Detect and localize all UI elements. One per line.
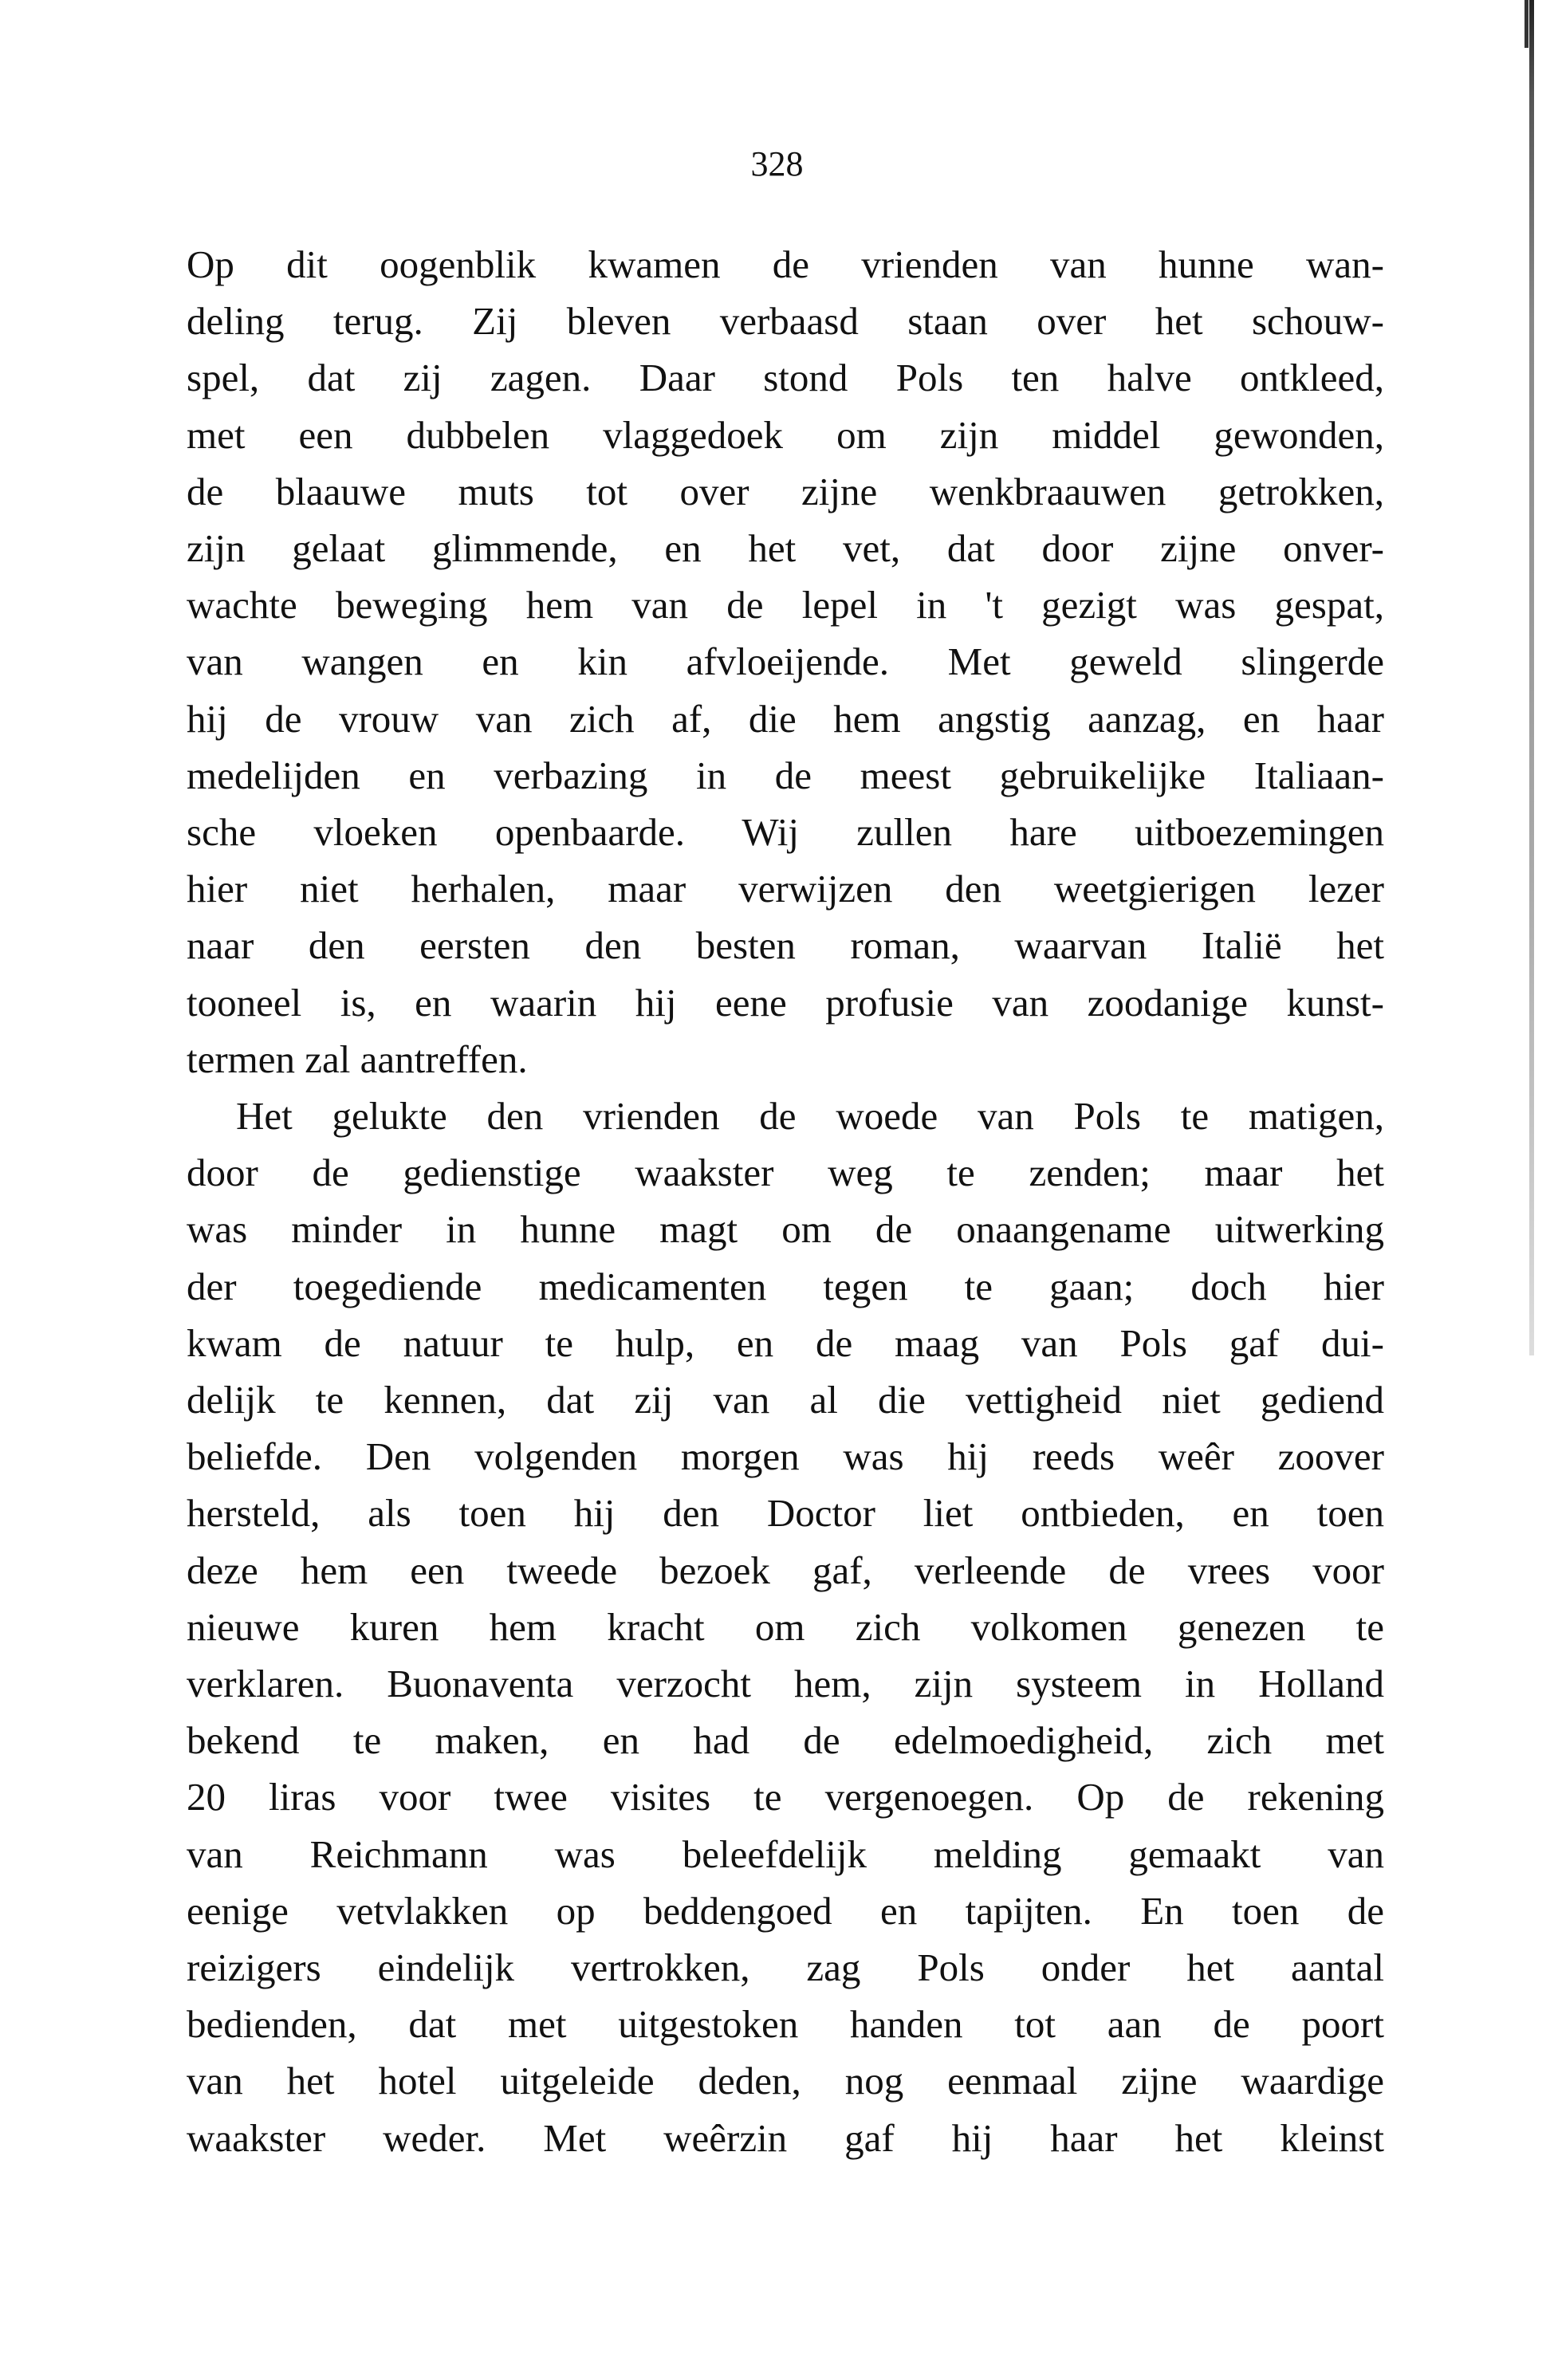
- text-line: bekend te maken, en had de edelmoedigheid, zich met: [187, 1718, 1384, 1763]
- text-line: Op dit oogenblik kwamen de vrienden van hunne wan-: [187, 242, 1384, 286]
- text-line: Het gelukte den vrienden de woede van Pols te matigen,: [236, 1094, 1384, 1138]
- text-line: beliefde. Den volgenden morgen was hij reeds weêr zoover: [187, 1434, 1384, 1479]
- text-line: sche vloeken openbaarde. Wij zullen hare uitboezemingen: [187, 810, 1384, 854]
- text-line: tooneel is, en waarin hij eene profusie van zoodanige kunst-: [187, 980, 1384, 1025]
- text-line: hier niet herhalen, maar verwijzen den weetgierigen lezer: [187, 867, 1384, 911]
- text-line: hij de vrouw van zich af, die hem angstig aanzag, en haar: [187, 696, 1384, 741]
- text-line: deze hem een tweede bezoek gaf, verleende de vrees voor: [187, 1548, 1384, 1592]
- text-line: spel, dat zij zagen. Daar stond Pols ten halve ontkleed,: [187, 356, 1384, 400]
- text-line: reizigers eindelijk vertrokken, zag Pols onder het aantal: [187, 1945, 1384, 1989]
- text-line: zijn gelaat glimmende, en het vet, dat door zijne onver-: [187, 526, 1384, 570]
- text-line: waakster weder. Met weêrzin gaf hij haar het kleinst: [187, 2115, 1384, 2160]
- text-line: door de gedienstige waakster weg te zenden; maar het: [187, 1151, 1384, 1195]
- text-line: was minder in hunne magt om de onaangename uitwerking: [187, 1207, 1384, 1252]
- text-line: verklaren. Buonaventa verzocht hem, zijn systeem in Holland: [187, 1662, 1384, 1705]
- text-line: bedienden, dat met uitgestoken handen tot aan de poort: [187, 2002, 1384, 2047]
- text-line: eenige vetvlakken op beddengoed en tapijten. En toen de: [187, 1888, 1384, 1933]
- text-line: de blaauwe muts tot over zijne wenkbraauwen getrokken,: [187, 469, 1384, 513]
- text-line: wachte beweging hem van de lepel in 't gezigt was gespat,: [187, 583, 1384, 627]
- text-line: 20 liras voor twee visites te vergenoegen. Op de rekening: [187, 1775, 1384, 1819]
- text-line: medelijden en verbazing in de meest gebruikelijke Italiaan-: [187, 753, 1384, 797]
- page-edge-shadow: [1529, 0, 1534, 1355]
- text-line: termen zal aantreffen.: [187, 1037, 528, 1081]
- text-line: der toegediende medicamenten tegen te gaan; doch hier: [187, 1264, 1384, 1308]
- text-line: nieuwe kuren hem kracht om zich volkomen genezen te: [187, 1604, 1384, 1649]
- text-line: met een dubbelen vlaggedoek om zijn middel gewonden,: [187, 412, 1384, 457]
- text-line: deling terug. Zij bleven verbaasd staan over het schouw-: [187, 299, 1384, 344]
- text-line: kwam de natuur te hulp, en de maag van Pols gaf dui-: [187, 1320, 1384, 1365]
- text-line: delijk te kennen, dat zij van al die vettigheid niet gediend: [187, 1378, 1384, 1422]
- text-line: van Reichmann was beleefdelijk melding gemaakt van: [187, 1831, 1384, 1876]
- page-edge-mark: [1524, 0, 1528, 48]
- text-line: naar den eersten den besten roman, waarvan Italië het: [187, 923, 1384, 968]
- text-line: van wangen en kin afvloeijende. Met geweld slingerde: [187, 639, 1384, 684]
- page-number: 328: [750, 144, 804, 183]
- text-line: van het hotel uitgeleide deden, nog eenmaal zijne waardige: [187, 2059, 1384, 2103]
- text-line: hersteld, als toen hij den Doctor liet ontbieden, en toen: [187, 1491, 1384, 1536]
